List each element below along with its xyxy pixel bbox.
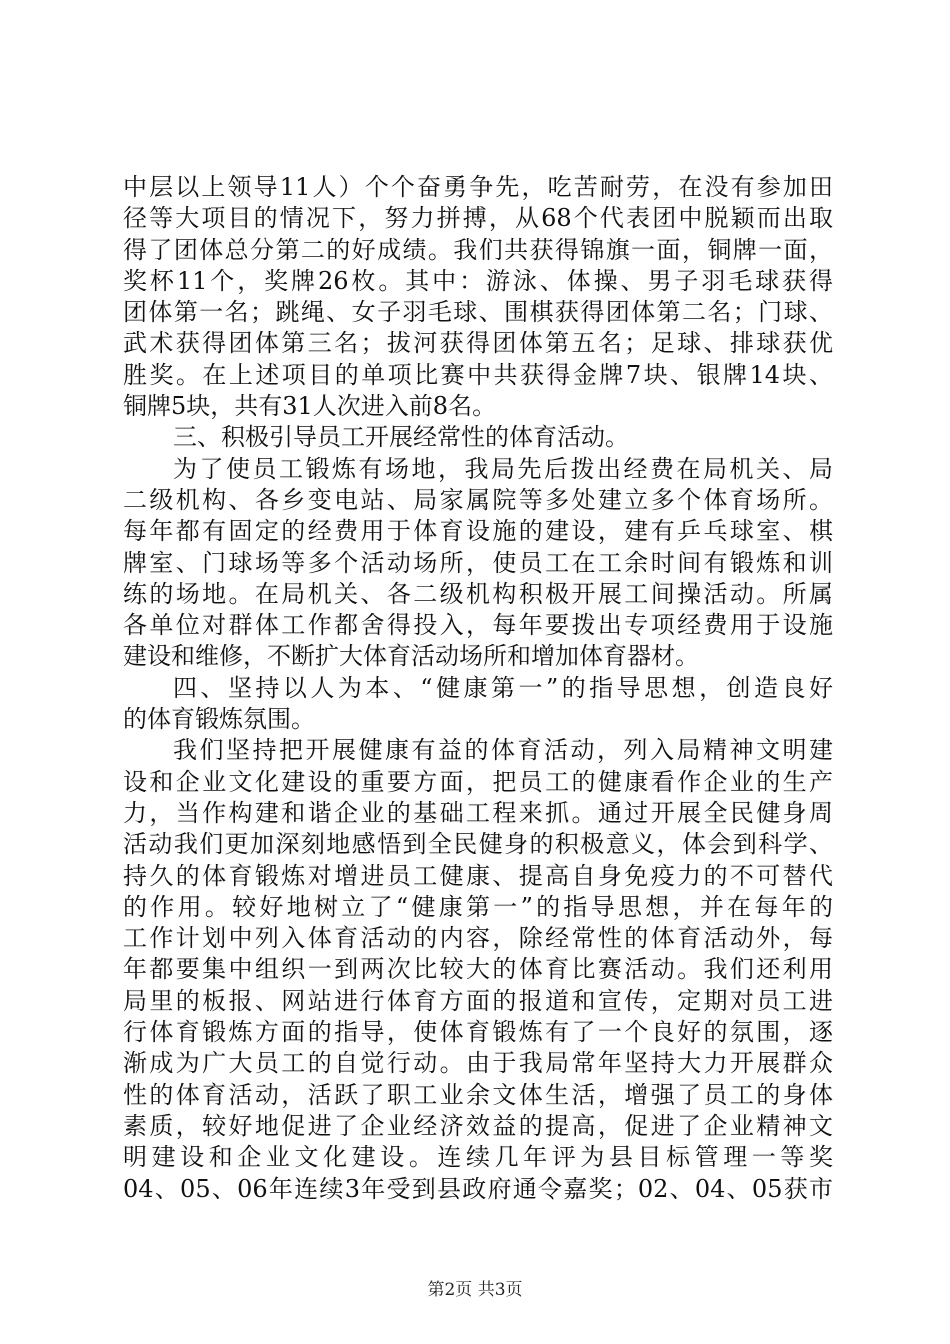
text-line: 工作计划中列入体育活动的内容，除经常性的体育活动外，每 [123, 924, 833, 953]
text-line: 径等大项目的情况下，努力拼搏，从68个代表团中脱颖而出取 [123, 204, 833, 233]
text-line: 性的体育活动，活跃了职工业余文体生活，增强了员工的身体 [123, 1080, 833, 1109]
text-line: 奖杯11个，奖牌26枚。其中：游泳、体操、男子羽毛球获得 [123, 266, 833, 295]
section-heading: 四、坚持以人为本、“健康第一”的指导思想，创造良好 [173, 673, 833, 702]
document-body [123, 172, 833, 1205]
text-line: 素质，较好地促进了企业经济效益的提高，促进了企业精神文 [123, 1111, 833, 1140]
text-line: 的作用。较好地树立了“健康第一”的指导思想，并在每年的 [123, 892, 833, 921]
text-line: 为了使员工锻炼有场地，我局先后拨出经费在局机关、局 [173, 454, 833, 483]
page-number-footer: 第2页 共3页 [427, 1280, 523, 1300]
text-line: 胜奖。在上述项目的单项比赛中共获得金牌7块、银牌14块、 [123, 360, 833, 389]
text-line: 团体第一名；跳绳、女子羽毛球、围棋获得团体第二名；门球、 [123, 298, 833, 327]
section-heading: 三、积极引导员工开展经常性的体育活动。 [173, 423, 629, 452]
text-line: 各单位对群体工作都舍得投入，每年要拨出专项经费用于设施 [123, 611, 833, 640]
text-line: 牌室、门球场等多个活动场所，使员工在工余时间有锻炼和训 [123, 548, 833, 577]
text-line: 得了团体总分第二的好成绩。我们共获得锦旗一面，铜牌一面， [123, 235, 833, 264]
text-line: 设和企业文化建设的重要方面，把员工的健康看作企业的生产 [123, 767, 833, 796]
section-heading-continued: 的体育锻炼氛围。 [123, 705, 315, 734]
text-line: 明建设和企业文化建设。连续几年评为县目标管理一等奖 [123, 1143, 833, 1172]
text-line: 二级机构、各乡变电站、局家属院等多处建立多个体育场所。 [123, 485, 833, 514]
text-line: 年都要集中组织一到两次比较大的体育比赛活动。我们还利用 [123, 955, 833, 984]
text-line: 局里的板报、网站进行体育方面的报道和宣传，定期对员工进 [123, 986, 833, 1015]
text-line: 铜牌5块，共有31人次进入前8名。 [123, 392, 497, 421]
text-line: 每年都有固定的经费用于体育设施的建设，建有乒乓球室、棋 [123, 517, 833, 546]
text-line: 活动我们更加深刻地感悟到全民健身的积极意义，体会到科学、 [123, 830, 833, 859]
text-line: 中层以上领导11人）个个奋勇争先，吃苦耐劳，在没有参加田 [123, 173, 833, 201]
text-line: 渐成为广大员工的自觉行动。由于我局常年坚持大力开展群众 [123, 1049, 833, 1078]
text-line: 练的场地。在局机关、各二级机构积极开展工间操活动。所属 [123, 579, 833, 608]
text-line: 我们坚持把开展健康有益的体育活动，列入局精神文明建 [173, 736, 833, 765]
text-line: 力，当作构建和谐企业的基础工程来抓。通过开展全民健身周 [123, 798, 833, 827]
text-line: 04、05、06年连续3年受到县政府通令嘉奖；02、04、05获市 [123, 1174, 833, 1203]
text-line: 持久的体育锻炼对增进员工健康、提高自身免疫力的不可替代 [123, 861, 833, 890]
text-line: 行体育锻炼方面的指导，使体育锻炼有了一个良好的氛围，逐 [123, 1018, 833, 1047]
text-line: 武术获得团体第三名；拔河获得团体第五名；足球、排球获优 [123, 329, 833, 358]
text-line: 建设和维修，不断扩大体育活动场所和增加体育器材。 [123, 642, 699, 671]
